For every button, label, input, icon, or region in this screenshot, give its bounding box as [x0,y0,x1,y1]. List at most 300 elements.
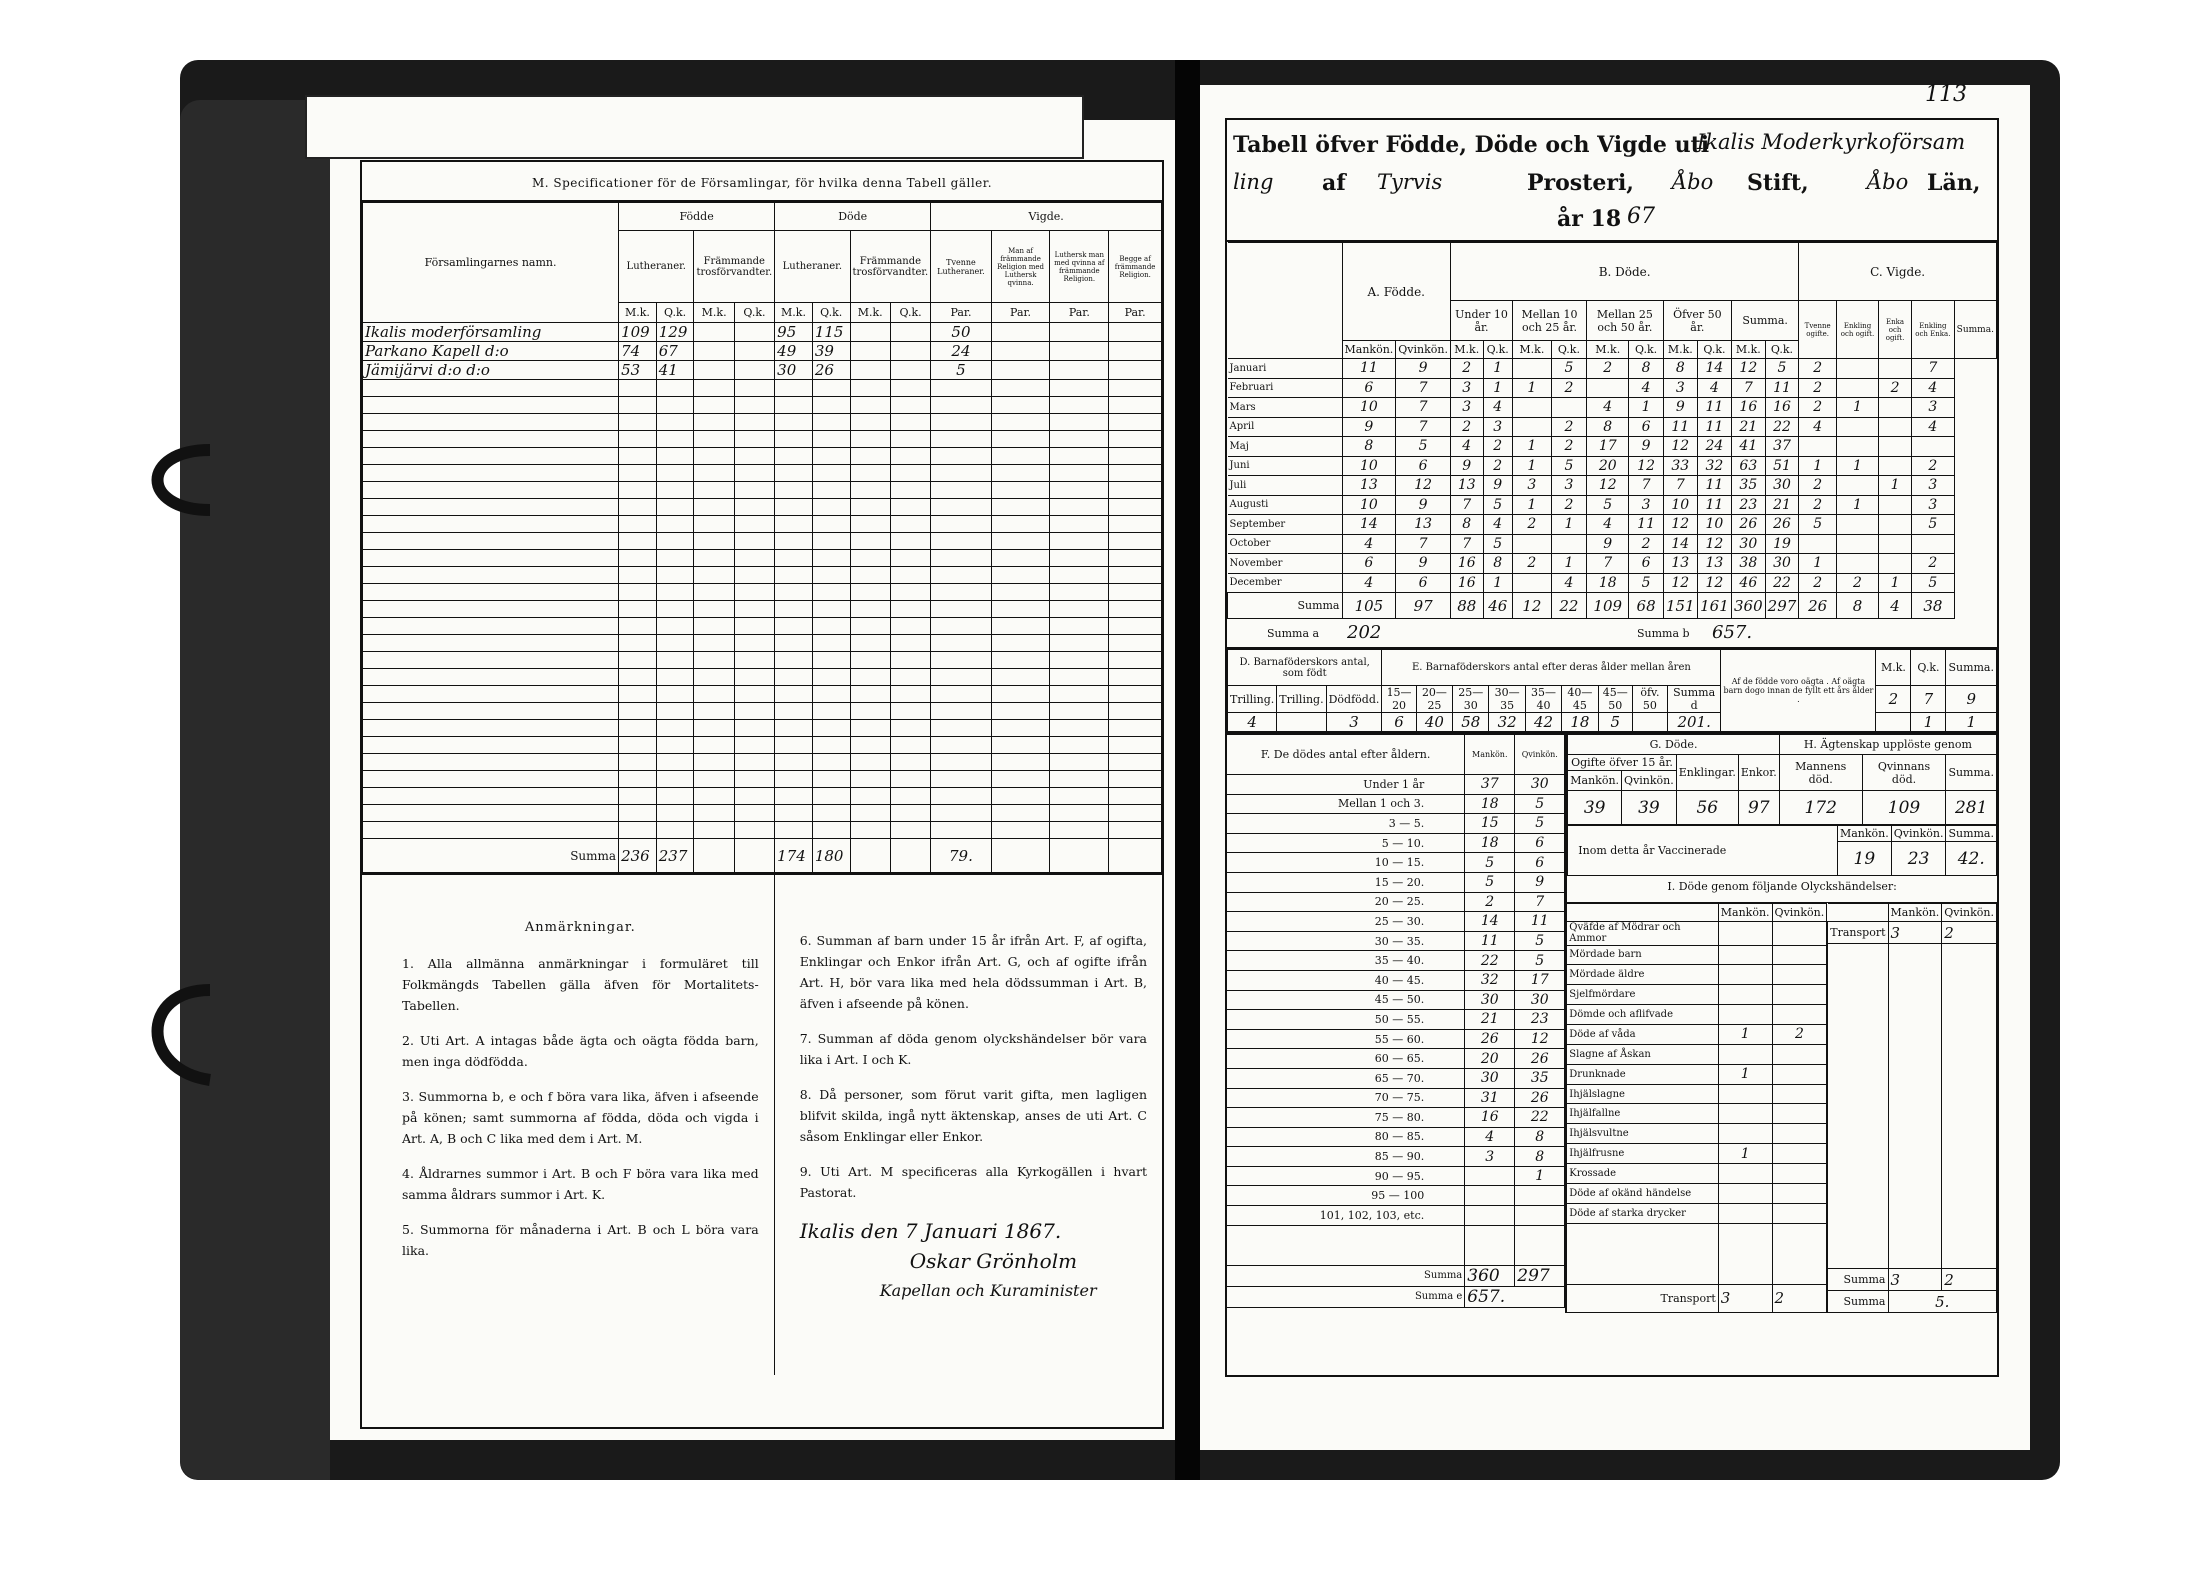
age-male: 18 [1465,794,1515,814]
age-female: 5 [1515,794,1565,814]
age-male: 2 [1465,892,1515,912]
month-value [1512,359,1551,379]
empty-row [363,533,1162,550]
married-pairs: 5 [931,361,991,380]
month-value: 16 [1451,554,1484,574]
monthly-summa-value: 161 [1697,593,1731,619]
vigde-begge-header: Begge af främmande Religion. [1109,231,1162,303]
month-value: 2 [1912,554,1954,574]
month-value: 2 [1587,359,1629,379]
month-value: 13 [1451,476,1484,496]
born-female: 129 [656,323,694,342]
month-value: 10 [1342,398,1396,418]
month-value: 11 [1629,515,1663,535]
age-label: 3 — 5. [1227,814,1465,834]
month-value: 4 [1912,417,1954,437]
age-row [1227,990,1565,1010]
age-female: 5 [1515,814,1565,834]
title-year-label: år 18 [1557,206,1622,232]
cause-row [1567,965,1827,985]
cause-row [1567,1025,1827,1045]
mothers-table [1227,649,1997,732]
month-value: 8 [1342,437,1396,457]
month-value [1879,554,1912,574]
age-male: 32 [1465,970,1515,990]
month-value: 6 [1342,378,1396,398]
month-value: 9 [1451,456,1484,476]
month-value: 4 [1342,573,1396,593]
par-header: Par. [991,303,1050,323]
month-value: 1 [1483,359,1512,379]
summa-born-female: 237 [656,839,694,873]
month-value: 1 [1512,437,1551,457]
age-female: 22 [1515,1108,1565,1128]
note-2: 2. Uti Art. A intagas både ägta och oägta födda barn, men inga dödfödda. [402,1033,759,1069]
month-value: 12 [1663,573,1697,593]
note-7: 7. Summan af döda genom olyckshändelser bör vara lika i Art. I och K. [799,1031,1147,1067]
month-value: 2 [1837,573,1879,593]
month-label: October [1228,534,1343,554]
vigde-manaf-header: Man af främmande Religion med Luthersk qvinna. [991,231,1050,303]
g-enkor-header: Enkor. [1738,755,1779,791]
accidents-summary [1827,903,1997,1313]
mk-header: M.k. [775,303,813,323]
cause-row [1567,1005,1827,1025]
note-8: 8. Då personer, som förut varit gifta, men lagligen blifvit skilda, ingå nytt äktenskap, anses de uti Art. C såsom Enklingar eller Enkor. [799,1087,1147,1144]
cause-row [1567,1203,1827,1223]
cause-label: Ihjälslagne [1567,1084,1718,1104]
i-summa2-value: 5. [1888,1291,1997,1313]
month-value: 5 [1799,515,1837,535]
vacc-qvinkon-header: Qvinkön. [1891,826,1946,842]
month-value: 9 [1396,495,1451,515]
empty-row [363,516,1162,533]
summa-e-value: 657. [1465,1286,1565,1307]
cause-male [1718,1005,1772,1025]
month-row [1228,534,1997,554]
month-value: 5 [1396,437,1451,457]
month-value: 10 [1342,456,1396,476]
g-mankon-header: Mankön. [1568,771,1622,791]
month-value: 5 [1483,495,1512,515]
month-label: Januari [1228,359,1343,379]
e-col-header: 30—35 [1489,686,1525,713]
month-row [1228,554,1997,574]
empty-row [363,788,1162,805]
parish-name: Jämijärvi d:o d:o [363,361,619,380]
age-male [1465,1186,1515,1206]
summa-a-b-row [1227,619,1997,649]
cause-female [1772,922,1827,945]
qk-header: Q.k. [1765,341,1799,359]
b-col-summa: Summa. [1732,301,1799,341]
cause-male [1718,945,1772,965]
age-female: 23 [1515,1010,1565,1030]
age-male: 14 [1465,912,1515,932]
empty-row [363,431,1162,448]
cause-row [1567,1044,1827,1064]
monthly-summa-value: 105 [1342,593,1396,619]
month-value: 12 [1663,515,1697,535]
age-row [1227,814,1565,834]
c-col-tvenne: Tvenne ogifte. [1799,301,1837,359]
qk-header: Q.k. [656,303,694,323]
month-value: 21 [1732,417,1766,437]
monthly-summa-value: 46 [1483,593,1512,619]
month-value [1912,534,1954,554]
e-col-header: 15—20 [1382,686,1416,713]
month-value: 11 [1697,495,1731,515]
month-value: 7 [1396,417,1451,437]
monthly-summa-value: 109 [1587,593,1629,619]
month-value: 11 [1663,417,1697,437]
title-prosteri-name: Tyrvis [1377,170,1443,194]
month-value: 8 [1587,417,1629,437]
empty-row [363,737,1162,754]
month-value: 8 [1663,359,1697,379]
d-value: 3 [1326,713,1382,732]
age-male: 21 [1465,1010,1515,1030]
cause-label: Slagne af Åskan [1567,1044,1718,1064]
signature-name: Oskar Grönholm [909,1249,1078,1273]
age-male: 26 [1465,1029,1515,1049]
title-block [1227,120,1997,242]
age-label: 25 — 30. [1227,912,1465,932]
section-f-header: F. De dödes antal efter åldern. [1227,735,1465,775]
born-female: 67 [656,342,694,361]
vacc-summa: 42. [1946,842,1997,876]
month-row [1228,417,1997,437]
empty-row [363,618,1162,635]
month-value: 3 [1912,495,1954,515]
monthly-summa-row [1228,593,1997,619]
month-value: 1 [1551,554,1586,574]
cause-label: Krossade [1567,1164,1718,1184]
transport-label: Transport [1828,922,1888,944]
month-value: 4 [1799,417,1837,437]
title-prosteri: Prosteri, [1527,170,1634,196]
note-9: 9. Uti Art. M specificeras alla Kyrkogällen i hvart Pastorat. [799,1164,1147,1200]
month-label: December [1228,573,1343,593]
cause-row [1567,1124,1827,1144]
month-value: 3 [1912,398,1954,418]
month-value: 2 [1799,359,1837,379]
age-female: 17 [1515,970,1565,990]
month-value: 5 [1551,456,1586,476]
month-value: 30 [1732,534,1766,554]
e-value: 6 [1382,713,1416,732]
cause-male [1718,1124,1772,1144]
month-value: 2 [1451,417,1484,437]
illeg-value: 9 [1946,686,1997,713]
month-value: 12 [1629,456,1663,476]
table-row [363,361,1162,380]
vacc-mankon-header: Mankön. [1837,826,1891,842]
month-value: 12 [1663,437,1697,457]
age-female: 1 [1515,1166,1565,1186]
summa-b-value: 657. [1712,622,1753,643]
age-row [1227,1186,1565,1206]
month-value: 12 [1697,573,1731,593]
h-summa-header: Summa. [1946,755,1997,791]
month-value: 1 [1837,398,1879,418]
title-stift-name: Åbo [1672,170,1714,194]
month-value: 3 [1451,378,1484,398]
section-i-header: I. Döde genom följande Olyckshändelser: [1567,876,1997,903]
cause-label: Ihjälsvultne [1567,1124,1718,1144]
summa-married: 79. [931,839,991,873]
month-row [1228,476,1997,496]
illeg-value: 2 [1876,686,1911,713]
month-value: 7 [1732,378,1766,398]
monthly-summa-value: 38 [1912,593,1954,619]
month-value: 1 [1629,398,1663,418]
notes-column-1 [362,875,775,1375]
month-value [1837,417,1879,437]
age-male: 4 [1465,1127,1515,1147]
book-gutter [1175,60,1200,1480]
cause-male: 1 [1718,1025,1772,1045]
e-col-header: 40—45 [1562,686,1598,713]
signature-title: Kapellan och Kuraminister [879,1281,1097,1300]
age-label: 60 — 65. [1227,1049,1465,1069]
i-summa-male: 3 [1888,1269,1942,1291]
month-row [1228,378,1997,398]
month-value: 4 [1912,378,1954,398]
e-value: 58 [1453,713,1489,732]
monthly-summa-value: 4 [1879,593,1912,619]
month-value: 7 [1396,378,1451,398]
e-col-header: 45—50 [1598,686,1632,713]
month-value [1799,534,1837,554]
empty-row [363,448,1162,465]
qk-header: Q.k. [890,303,930,323]
month-value: 9 [1342,417,1396,437]
binding-strap-icon [120,430,230,1130]
cause-row [1567,1104,1827,1124]
cause-row [1567,1084,1827,1104]
monthly-summa-value: 22 [1551,593,1586,619]
illeg-value: 1 [1911,713,1946,732]
age-label: 70 — 75. [1227,1088,1465,1108]
mk-header: M.k. [1587,341,1629,359]
d-value: 4 [1228,713,1277,732]
died-male: 49 [775,342,813,361]
mk-header: M.k. [619,303,657,323]
month-value: 10 [1697,515,1731,535]
monthly-summa-value: 97 [1396,593,1451,619]
month-value: 20 [1587,456,1629,476]
title-lan-name: Åbo [1867,170,1909,194]
cause-label: Qväfde af Mödrar och Ammor [1567,922,1718,945]
g-enklingar: 56 [1676,791,1738,825]
month-value: 17 [1587,437,1629,457]
month-value: 30 [1765,554,1799,574]
summa-a-label: Summa a [1267,627,1320,640]
age-male [1465,1206,1515,1226]
month-value: 1 [1799,554,1837,574]
illeg-qk-header: Q.k. [1911,650,1946,686]
i-mankon-header: Mankön. [1718,904,1772,922]
married-pairs: 24 [931,342,991,361]
qvinkon-header: Qvinkön. [1396,341,1451,359]
qk-header: Q.k. [1697,341,1731,359]
vigde-luthman-header: Luthersk man med qvinna af främmande Religion. [1050,231,1109,303]
empty-row [363,414,1162,431]
month-row [1228,398,1997,418]
f-summa-male: 360 [1465,1265,1515,1286]
age-male [1465,1166,1515,1186]
age-female: 11 [1515,912,1565,932]
month-value: 4 [1587,398,1629,418]
month-value [1551,398,1586,418]
cause-row [1567,1144,1827,1164]
transport-label-bottom: Transport [1567,1284,1718,1312]
month-value: 1 [1512,378,1551,398]
c-col-summa: Summa. [1954,301,1996,359]
month-value: 11 [1342,359,1396,379]
month-label: April [1228,417,1343,437]
spec-title: M. Specificationer för de Församlingar, för hvilka denna Tabell gäller. [362,162,1162,202]
summa-row [363,839,1162,873]
parish-name: Ikalis moderförsamling [363,323,619,342]
b-col-under10: Under 10 år. [1451,301,1513,341]
month-value [1837,515,1879,535]
title-year: 67 [1627,204,1655,229]
age-female: 8 [1515,1147,1565,1167]
table-row [363,323,1162,342]
age-label: 30 — 35. [1227,931,1465,951]
month-value: 2 [1451,359,1484,379]
cause-label: Döde af våda [1567,1025,1718,1045]
age-male: 31 [1465,1088,1515,1108]
month-value: 63 [1732,456,1766,476]
section-g-h-i [1567,734,1997,1313]
month-value: 3 [1912,476,1954,496]
summa-label: Summa [363,839,619,873]
month-value [1879,456,1912,476]
age-female: 26 [1515,1049,1565,1069]
month-value: 8 [1629,359,1663,379]
month-value: 13 [1663,554,1697,574]
age-row [1227,1068,1565,1088]
month-value [1912,437,1954,457]
month-value: 9 [1396,359,1451,379]
month-row [1228,515,1997,535]
month-value [1879,534,1912,554]
month-value [1512,573,1551,593]
qk-header: Q.k. [1629,341,1663,359]
cause-row [1567,1164,1827,1184]
age-label: 40 — 45. [1227,970,1465,990]
month-value: 2 [1512,554,1551,574]
month-value: 1 [1879,573,1912,593]
f-summa-label: Summa [1227,1265,1465,1286]
age-row [1227,970,1565,990]
cause-label: Döde af okänd händelse [1567,1183,1718,1203]
month-value: 4 [1342,534,1396,554]
cause-female [1772,1005,1827,1025]
age-label: 80 — 85. [1227,1127,1465,1147]
spec-table [362,202,1162,873]
month-value: 12 [1697,534,1731,554]
month-value: 1 [1483,573,1512,593]
d-col-header: Trilling. [1277,686,1326,713]
mk-header: M.k. [850,303,890,323]
age-row [1227,1088,1565,1108]
month-value: 10 [1663,495,1697,515]
empty-row [363,550,1162,567]
died-male: 95 [775,323,813,342]
age-male: 30 [1465,1068,1515,1088]
summa-died-female: 180 [812,839,850,873]
month-value: 9 [1396,554,1451,574]
month-label: Juli [1228,476,1343,496]
month-row [1228,456,1997,476]
page-flap [305,95,1084,159]
month-value: 8 [1451,515,1484,535]
month-value: 12 [1587,476,1629,496]
age-label: Mellan 1 och 3. [1227,794,1465,814]
t-mankon-header: Mankön. [1888,904,1942,922]
age-row [1227,872,1565,892]
transport-female: 2 [1942,922,1997,944]
fodde-luth-header: Lutheraner. [619,231,694,303]
e-col-header: öfv. 50 [1632,686,1667,713]
col-name-header: Församlingarnes namn. [363,203,619,323]
age-row [1227,853,1565,873]
age-male: 16 [1465,1108,1515,1128]
month-value: 1 [1837,495,1879,515]
note-5: 5. Summorna för månaderna i Art. B och L böra vara lika. [402,1222,759,1258]
cause-female [1772,965,1827,985]
h-mannens: 172 [1779,791,1862,825]
month-value [1512,417,1551,437]
cause-female [1772,945,1827,965]
month-value: 6 [1342,554,1396,574]
month-label: Augusti [1228,495,1343,515]
month-value: 6 [1629,417,1663,437]
month-value [1879,437,1912,457]
section-a-header: A. Födde. [1342,243,1451,341]
month-value: 13 [1342,476,1396,496]
month-value: 3 [1451,398,1484,418]
section-f [1227,734,1567,1313]
dode-luth-header: Lutheraner. [775,231,850,303]
born-male: 53 [619,361,657,380]
c-col-enkling: Enkling och ogift. [1837,301,1879,359]
d-col-header: Dödfödd. [1326,686,1382,713]
empty-row [363,397,1162,414]
cause-male [1718,1084,1772,1104]
month-value: 12 [1396,476,1451,496]
month-value [1587,378,1629,398]
month-value [1799,437,1837,457]
monthly-summa-value: 360 [1732,593,1766,619]
e-value: 201. [1667,713,1721,732]
age-row [1227,1147,1565,1167]
month-value: 22 [1765,417,1799,437]
month-value [1879,495,1912,515]
empty-row [363,601,1162,618]
section-c-header: C. Vigde. [1799,243,1997,301]
month-value: 4 [1551,573,1586,593]
age-male: 5 [1465,853,1515,873]
transport-bottom-female: 2 [1772,1284,1827,1312]
b-col-over50: Öfver 50 år. [1663,301,1731,341]
age-label: 101, 102, 103, etc. [1227,1206,1465,1226]
month-value: 13 [1396,515,1451,535]
